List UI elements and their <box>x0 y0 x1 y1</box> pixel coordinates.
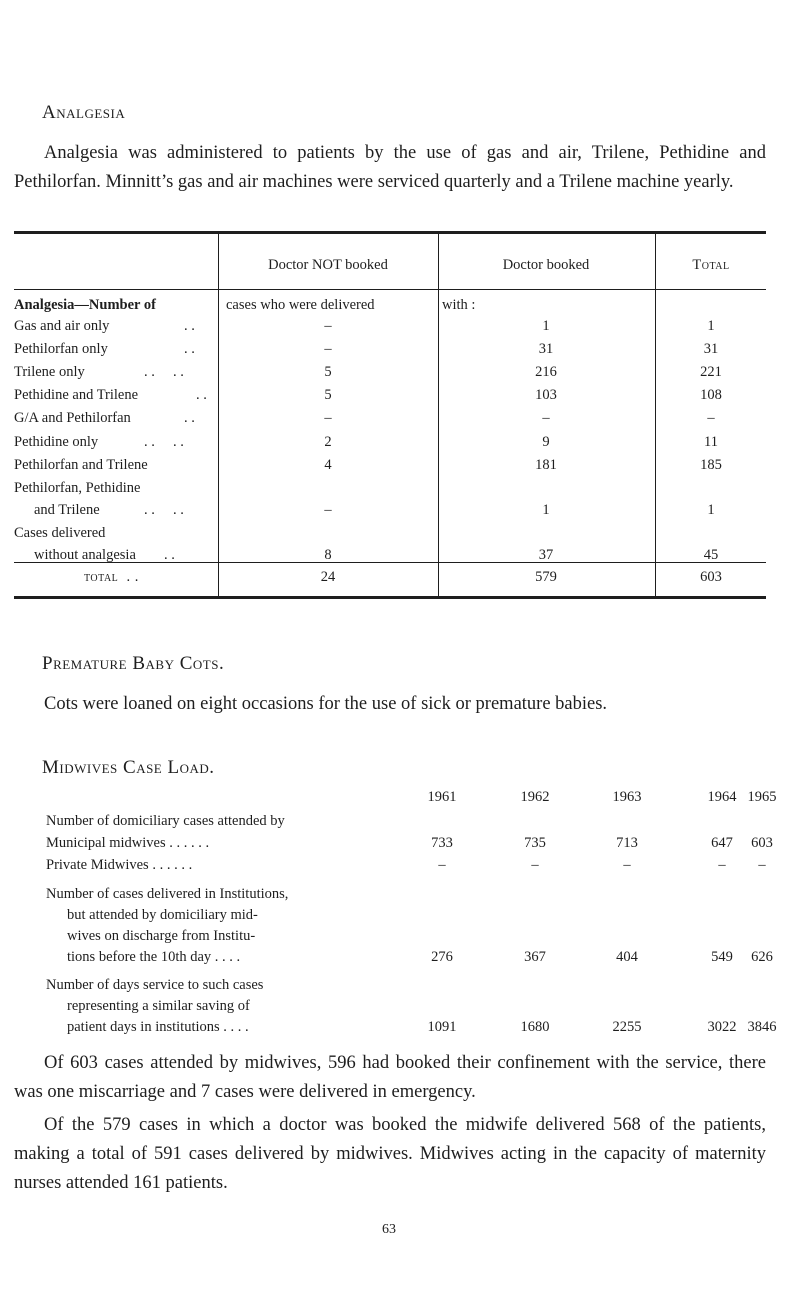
analgesia-cell-not-booked: 5 <box>324 387 332 403</box>
caseload-private-value: – <box>718 857 726 873</box>
caseload-year-header: 1965 <box>747 789 777 805</box>
caseload-municipal-value: 647 <box>711 835 733 851</box>
caseload-group2-line3: wives on discharge from Institu- <box>67 928 256 944</box>
caseload-days-value: 1091 <box>427 1019 457 1035</box>
premature-heading: Premature Baby Cots. <box>42 653 225 674</box>
analgesia-row-label: Pethidine and Trilene <box>14 387 139 403</box>
dot-leader: . . <box>184 410 195 426</box>
dot-leader: . . <box>184 318 195 334</box>
caseload-paragraph-2: Of the 579 cases in which a doctor was booked the midwife delivered 568 of the patients, making a total of 591 cases delivered by midwives. Midwives acting in the capacity of maternity nurses attended 161 patients. <box>14 1115 766 1193</box>
caseload-days-value: 3022 <box>707 1019 737 1035</box>
caseload-institution-value: 626 <box>751 949 773 965</box>
analgesia-cell-total: 1 <box>707 502 715 518</box>
analgesia-cell-booked: 181 <box>535 457 557 473</box>
analgesia-cell-booked: 1 <box>542 318 550 334</box>
caseload-municipal-value: 713 <box>616 835 638 851</box>
caseload-heading: Midwives Case Load. <box>42 757 215 778</box>
analgesia-row-label: Trilene only <box>14 364 85 380</box>
caseload-private-value: – <box>623 857 631 873</box>
col-header-total: Total <box>692 257 730 273</box>
dot-leader: . . . . <box>144 364 184 380</box>
analgesia-cell-not-booked: 4 <box>324 457 332 473</box>
analgesia-cell-total: 1 <box>707 318 715 334</box>
caseload-group3-line1: Number of days service to such cases <box>46 977 264 993</box>
section-right: with : <box>442 297 476 313</box>
total-booked: 579 <box>535 569 557 585</box>
analgesia-row-label: Gas and air only <box>14 318 110 334</box>
analgesia-cell-booked: 1 <box>542 502 550 518</box>
page-number: 63 <box>382 1222 396 1237</box>
col-header-not-booked: Doctor NOT booked <box>268 257 388 273</box>
caseload-municipal-value: 735 <box>524 835 546 851</box>
analgesia-cell-not-booked: – <box>324 341 332 357</box>
total-not-booked: 24 <box>320 569 336 585</box>
analgesia-row-label-cont: and Trilene <box>34 502 100 518</box>
total-row-label: total . . <box>84 569 139 585</box>
section-mid: cases who were delivered <box>226 297 375 313</box>
caseload-private-value: – <box>758 857 766 873</box>
caseload-year-header: 1962 <box>520 789 550 805</box>
section-label: Analgesia—Number of <box>14 297 156 313</box>
analgesia-cell-total: – <box>707 410 715 426</box>
analgesia-cell-total: 108 <box>700 387 722 403</box>
caseload-institution-value: 367 <box>524 949 546 965</box>
caseload-group2-line4: tions before the 10th day . . . . <box>67 949 241 965</box>
total-total: 603 <box>700 569 722 585</box>
caseload-private-value: – <box>438 857 446 873</box>
analgesia-cell-total: 45 <box>703 547 719 563</box>
caseload-institution-value: 404 <box>616 949 638 965</box>
analgesia-cell-booked: 216 <box>535 364 557 380</box>
caseload-group2-line2: but attended by domiciliary mid- <box>67 907 258 923</box>
analgesia-cell-booked: – <box>542 410 550 426</box>
caseload-year-header: 1961 <box>427 789 457 805</box>
analgesia-cell-total: 185 <box>700 457 722 473</box>
analgesia-heading: Analgesia <box>42 102 126 123</box>
analgesia-row-label: G/A and Pethilorfan <box>14 410 131 426</box>
caseload-group3-line2: representing a similar saving of <box>67 998 250 1014</box>
analgesia-cell-booked: 37 <box>538 547 554 563</box>
caseload-row-municipal: Municipal midwives . . . . . . <box>46 835 210 851</box>
analgesia-row-label: Pethilorfan only <box>14 341 108 357</box>
analgesia-cell-not-booked: – <box>324 410 332 426</box>
caseload-row-private: Private Midwives . . . . . . <box>46 857 193 873</box>
analgesia-cell-not-booked: 2 <box>324 434 332 450</box>
caseload-private-value: – <box>531 857 539 873</box>
analgesia-row-label: Pethilorfan and Trilene <box>14 457 148 473</box>
analgesia-cell-not-booked: 5 <box>324 364 332 380</box>
caseload-year-header: 1964 <box>707 789 737 805</box>
analgesia-cell-booked: 9 <box>542 434 550 450</box>
analgesia-cell-not-booked: 8 <box>324 547 332 563</box>
analgesia-row-label-cont: without analgesia <box>34 547 136 563</box>
caseload-days-value: 3846 <box>747 1019 777 1035</box>
caseload-group3-line3: patient days in institutions . . . . <box>67 1019 249 1035</box>
col-header-booked: Doctor booked <box>502 257 590 273</box>
caseload-days-value: 2255 <box>612 1019 642 1035</box>
analgesia-cell-booked: 31 <box>538 341 554 357</box>
premature-paragraph: Cots were loaned on eight occasions for the use of sick or premature babies. <box>44 694 608 714</box>
analgesia-row-label: Pethilorfan, Pethidine <box>14 480 141 496</box>
dot-leader: . . . . <box>144 502 184 518</box>
caseload-institution-value: 549 <box>711 949 733 965</box>
caseload-group1-title: Number of domiciliary cases attended by <box>46 813 285 829</box>
dot-leader: . . <box>196 387 207 403</box>
dot-leader: . . . . <box>144 434 184 450</box>
caseload-paragraph-1: Of 603 cases attended by midwives, 596 had booked their confinement with the service, there was one miscarriage and 7 cases were delivered in emergency. <box>14 1053 766 1102</box>
caseload-institution-value: 276 <box>431 949 453 965</box>
caseload-year-header: 1963 <box>612 789 642 805</box>
analgesia-cell-total: 11 <box>704 434 718 450</box>
analgesia-cell-not-booked: – <box>324 318 332 334</box>
analgesia-cell-total: 31 <box>703 341 719 357</box>
dot-leader: . . <box>184 341 195 357</box>
caseload-municipal-value: 733 <box>431 835 453 851</box>
analgesia-cell-total: 221 <box>700 364 722 380</box>
analgesia-row-label: Cases delivered <box>14 525 106 541</box>
dot-leader: . . <box>164 547 175 563</box>
analgesia-row-label: Pethidine only <box>14 434 99 450</box>
analgesia-cell-booked: 103 <box>535 387 557 403</box>
caseload-municipal-value: 603 <box>751 835 773 851</box>
caseload-group2-line1: Number of cases delivered in Institutions, <box>46 886 289 902</box>
caseload-days-value: 1680 <box>520 1019 550 1035</box>
analgesia-cell-not-booked: – <box>324 502 332 518</box>
analgesia-paragraph: Analgesia was administered to patients by the use of gas and air, Trilene, Pethidine and Pethilorfan. Minnitt’s gas and air machines were serviced quarterly and a Trilene machine yearly. <box>14 143 766 192</box>
